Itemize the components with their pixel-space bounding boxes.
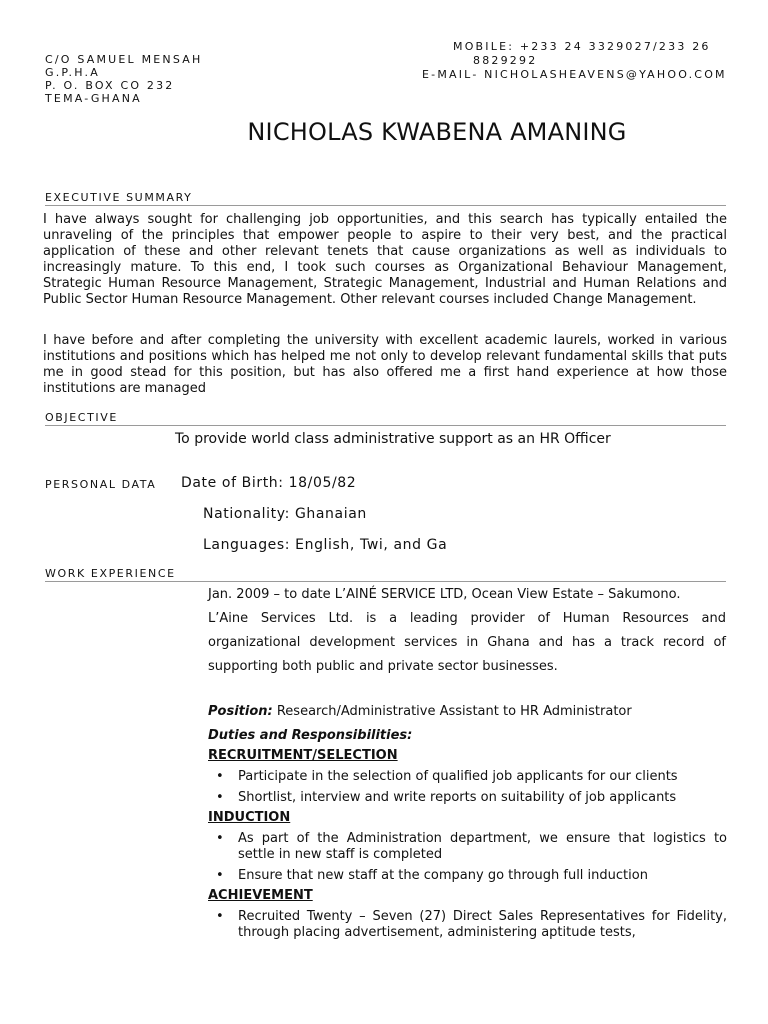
job-dates-employer: Jan. 2009 – to date L’AINÉ SERVICE LTD, Ocean View Estate – Sakumono. — [208, 587, 681, 602]
nationality: Nationality: Ghanaian — [203, 506, 367, 522]
bullet-icon: • — [216, 868, 224, 883]
objective-text: To provide world class administrative support as an HR Officer — [175, 431, 611, 447]
address-line: P. O. BOX CO 232 — [45, 79, 175, 92]
job-entry — [208, 583, 726, 679]
list-item: • Ensure that new staff at the company go through full induction — [216, 868, 648, 883]
duties-heading: Duties and Responsibilities: — [208, 728, 413, 743]
section-heading-objective: OBJECTIVE — [45, 411, 726, 426]
candidate-name: NICHOLAS KWABENA AMANING — [247, 118, 627, 146]
executive-summary-paragraph: I have before and after completing the university with excellent academic laurels, worked in various institutions and positions which has helped me not only to develop relevant fundamental skills that puts me in good stead for this position, but has also offered me a first hand experience at how those institutions are managed — [43, 333, 727, 396]
bullet-icon: • — [216, 790, 224, 805]
languages: Languages: English, Twi, and Ga — [203, 537, 448, 553]
list-item: • Participate in the selection of qualified job applicants for our clients — [216, 769, 678, 784]
postal-address — [45, 53, 202, 105]
date-of-birth: Date of Birth: 18/05/82 — [181, 475, 357, 491]
mobile-number: MOBILE: +233 24 3329027/233 26 — [453, 40, 711, 53]
induction-heading: INDUCTION — [208, 810, 291, 825]
address-line: G.P.H.A — [45, 66, 100, 79]
address-line: C/O SAMUEL MENSAH — [45, 53, 203, 66]
list-item: • Recruited Twenty – Seven (27) Direct Sales Representatives for Fidelity, through placing advertisement, administering aptitude tests, — [216, 909, 727, 940]
email-address: E-MAIL- NICHOLASHEAVENS@YAHOO.COM — [422, 68, 727, 81]
achievement-heading: ACHIEVEMENT — [208, 888, 313, 903]
executive-summary-paragraph: I have always sought for challenging job opportunities, and this search has typically entailed the unraveling of the principles that empower people to aspire to their very best, and the practical application of these and other relevant tenets that cause organizations as well as individuals to increasingly mature. To this end, I took such courses as Organizational Behaviour Management, Strategic Human Resource Management, Strategic Management, Industrial and Human Relations and Public Sector Human Resource Management. Other relevant courses included Change Management. — [43, 212, 727, 307]
section-heading-personal-data: PERSONAL DATA — [45, 478, 157, 491]
bullet-icon: • — [216, 831, 224, 846]
section-heading-executive-summary: EXECUTIVE SUMMARY — [45, 191, 726, 206]
position-line — [208, 704, 632, 719]
position-label: Position: — [208, 704, 273, 719]
bullet-icon: • — [216, 909, 224, 924]
mobile-number-continued: 8829292 — [473, 54, 538, 67]
recruitment-heading: RECRUITMENT/SELECTION — [208, 748, 398, 763]
company-description: L’Aine Services Ltd. is a leading provider of Human Resources and organizational development services in Ghana and has a track record of supporting both public and private sector businesses. — [208, 611, 726, 674]
address-line: TEMA-GHANA — [45, 92, 142, 105]
list-item: • Shortlist, interview and write reports on suitability of job applicants — [216, 790, 677, 805]
position-title: Research/Administrative Assistant to HR Administrator — [272, 704, 632, 719]
contact-info — [410, 40, 740, 82]
list-item: • As part of the Administration department, we ensure that logistics to settle in new staff is completed — [216, 831, 727, 862]
bullet-icon: • — [216, 769, 224, 784]
section-heading-work-experience: WORK EXPERIENCE — [45, 567, 726, 582]
